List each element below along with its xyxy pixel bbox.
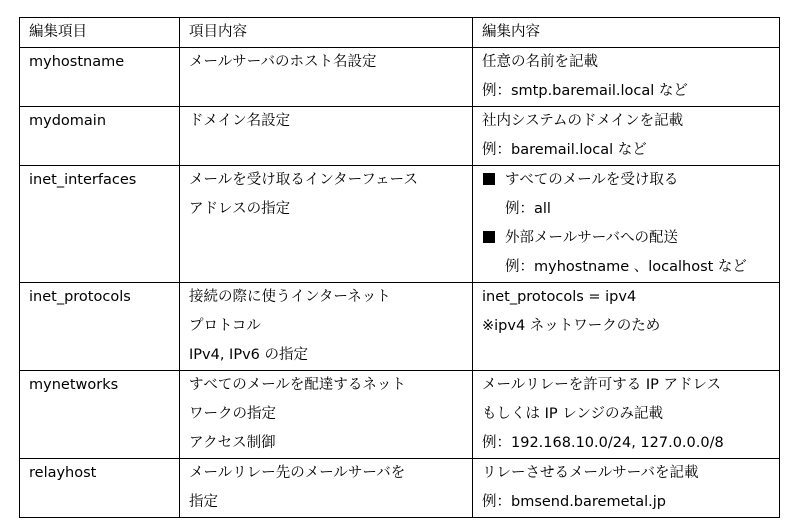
edit-cell: inet_protocols = ipv4 ※ipv4 ネットワークのため xyxy=(473,283,780,371)
description-cell: ドメイン名設定 xyxy=(180,107,473,166)
item-cell: mynetworks xyxy=(20,371,180,459)
edit-cell: すべてのメールを受け取る 例：all 外部メールサーバへの配送 例：myhostname 、localhost など xyxy=(473,166,780,283)
square-bullet-icon xyxy=(483,231,495,243)
item-cell: mydomain xyxy=(20,107,180,166)
table-row xyxy=(20,459,780,518)
table-row xyxy=(20,166,780,283)
table-row xyxy=(20,107,780,166)
table-row xyxy=(20,48,780,107)
item-cell: inet_interfaces xyxy=(20,166,180,283)
edit-cell: 任意の名前を記載 例：smtp.baremail.local など xyxy=(473,48,780,107)
header-row xyxy=(20,18,780,48)
bullet-item: すべてのメールを受け取る xyxy=(482,166,779,195)
header-item-content: 項目内容 xyxy=(180,18,473,48)
item-cell: myhostname xyxy=(20,48,180,107)
description-cell: メールサーバのホスト名設定 xyxy=(180,48,473,107)
header-edit-content: 編集内容 xyxy=(473,18,780,48)
edit-cell: メールリレーを許可する IP アドレス もしくは IP レンジのみ記載 例：192.168.10.0/24, 127.0.0.0/8 xyxy=(473,371,780,459)
description-cell: 接続の際に使うインターネット プロトコル IPv4, IPv6 の指定 xyxy=(180,283,473,371)
edit-cell: リレーさせるメールサーバを記載 例：bmsend.baremetal.jp xyxy=(473,459,780,518)
header-edit-item: 編集項目 xyxy=(20,18,180,48)
edit-cell: 社内システムのドメインを記載 例：baremail.local など xyxy=(473,107,780,166)
table-row xyxy=(20,283,780,371)
description-cell: すべてのメールを配達するネット ワークの指定 アクセス制御 xyxy=(180,371,473,459)
bullet-item: 外部メールサーバへの配送 xyxy=(482,224,779,253)
description-cell: メールを受け取るインターフェース アドレスの指定 xyxy=(180,166,473,283)
config-table xyxy=(19,17,780,518)
table-row xyxy=(20,371,780,459)
item-cell: inet_protocols xyxy=(20,283,180,371)
item-cell: relayhost xyxy=(20,459,180,518)
description-cell: メールリレー先のメールサーバを 指定 xyxy=(180,459,473,518)
square-bullet-icon xyxy=(483,173,495,185)
